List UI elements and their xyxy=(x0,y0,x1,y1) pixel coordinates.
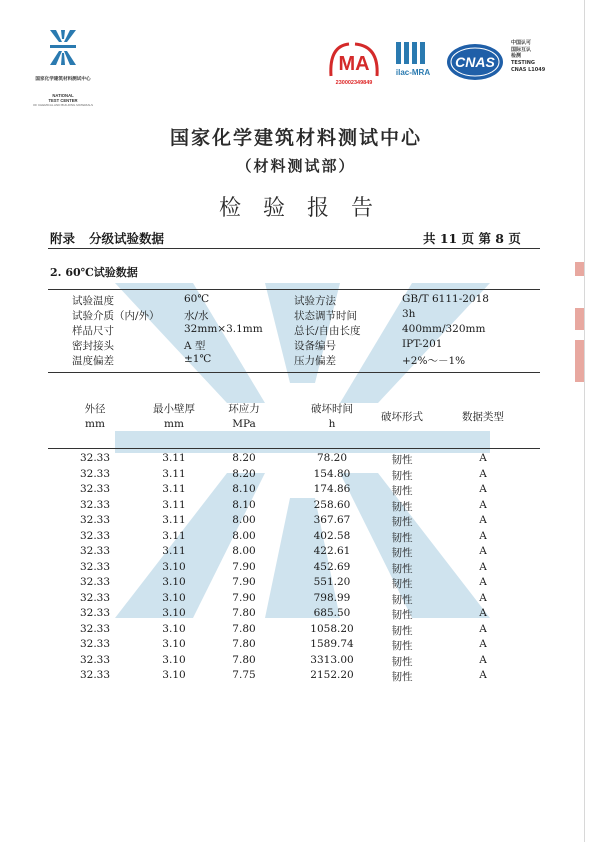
table-cell: 1589.74 xyxy=(310,638,354,650)
ntc-logo xyxy=(18,28,108,107)
header-divider xyxy=(48,248,540,249)
edge-stamp-mark xyxy=(575,340,584,382)
table-cell: 32.33 xyxy=(79,576,111,588)
table-cell: 3.11 xyxy=(162,498,186,511)
table-cell: 32.33 xyxy=(79,669,111,681)
table-cell: 韧性 xyxy=(391,624,413,637)
condition-value: 400mm/320mm xyxy=(402,323,486,335)
table-cell: 3.11 xyxy=(162,452,186,464)
table-cell: 韧性 xyxy=(391,671,413,683)
column-header-time xyxy=(297,402,367,432)
cnas-text-line: 国际互认 xyxy=(511,46,532,53)
table-cell: 32.33 xyxy=(79,545,111,557)
condition-value: +2%～－1% xyxy=(402,355,466,367)
cnas-label: CNAS xyxy=(455,54,495,70)
table-cell: 3.11 xyxy=(162,545,186,557)
table-row xyxy=(48,669,540,685)
column-header-stress xyxy=(214,402,274,432)
condition-row xyxy=(72,338,552,353)
institution-title: 国家化学建筑材料测试中心 xyxy=(169,127,422,149)
table-cell: A xyxy=(479,576,487,588)
condition-key: 压力偏差 xyxy=(294,355,336,367)
table-cell: A xyxy=(479,483,487,495)
cnas-accreditation-text xyxy=(511,40,545,74)
cnas-logo xyxy=(445,42,505,82)
conditions-bottom-rule xyxy=(48,372,540,373)
table-cell: 452.69 xyxy=(313,560,351,573)
table-row xyxy=(48,452,540,468)
table-cell: A xyxy=(479,452,487,464)
table-cell: 154.80 xyxy=(313,467,351,480)
table-row xyxy=(48,545,540,561)
table-cell: 32.33 xyxy=(79,653,111,666)
table-row xyxy=(48,623,540,639)
condition-value: GB/T 6111-2018 xyxy=(402,293,489,305)
table-cell: 3.10 xyxy=(162,622,186,635)
table-cell: 7.75 xyxy=(232,669,256,681)
column-header-label: 破坏时间 xyxy=(311,403,353,415)
ntc-logo-cn-text: 国家化学建筑材料测试中心 xyxy=(35,77,91,82)
column-header-label: 破坏形式 xyxy=(381,411,423,423)
table-cell: 韧性 xyxy=(391,640,413,652)
table-cell: A xyxy=(479,467,487,480)
table-cell: 8.20 xyxy=(232,452,256,464)
table-cell: 32.33 xyxy=(79,591,111,604)
column-header-od xyxy=(65,402,125,432)
condition-row xyxy=(72,323,552,338)
condition-key: 样品尺寸 xyxy=(72,325,114,337)
table-row xyxy=(48,530,540,546)
condition-value: ±1℃ xyxy=(184,353,212,365)
table-cell: 3.10 xyxy=(162,669,186,681)
table-header xyxy=(48,402,540,440)
table-cell: A xyxy=(479,607,487,619)
table-cell: 7.80 xyxy=(232,653,256,666)
table-row xyxy=(48,607,540,623)
section-title: 2. 60℃试验数据 xyxy=(50,266,138,279)
condition-value: IPT-201 xyxy=(402,338,443,350)
condition-value: 3h xyxy=(402,308,416,320)
table-cell: 174.86 xyxy=(313,483,351,495)
table-cell: 32.33 xyxy=(79,560,111,573)
table-cell: 3.10 xyxy=(162,576,186,588)
report-title: 检验报告 xyxy=(218,196,395,221)
cma-label: MA xyxy=(338,53,370,75)
table-cell: 3313.00 xyxy=(310,653,354,666)
table-cell: 韧性 xyxy=(391,500,413,513)
table-cell: 3.10 xyxy=(162,591,186,604)
condition-key: 状态调节时间 xyxy=(294,310,357,322)
table-cell: 32.33 xyxy=(79,622,111,635)
table-cell: 1058.20 xyxy=(310,622,354,635)
cma-number: 230002349849 xyxy=(335,80,373,86)
table-cell: 3.10 xyxy=(162,560,186,573)
table-cell: 韧性 xyxy=(391,562,413,575)
column-header-failure-mode xyxy=(374,410,430,425)
table-cell: 3.11 xyxy=(162,483,186,495)
table-row xyxy=(48,483,540,499)
table-cell: A xyxy=(479,591,487,604)
table-cell: 32.33 xyxy=(79,483,111,495)
table-cell: 韧性 xyxy=(391,578,413,590)
table-cell: 8.20 xyxy=(232,467,256,480)
column-header-label: 外径 xyxy=(84,403,106,415)
ntc-logo-en-line2: TEST CENTER xyxy=(48,98,78,103)
table-cell: 韧性 xyxy=(391,454,413,466)
table-cell: 韧性 xyxy=(391,609,413,621)
appendix-name: 分级试验数据 xyxy=(89,231,165,246)
condition-key: 试验介质（内/外） xyxy=(72,310,160,322)
table-cell: 422.61 xyxy=(313,545,351,557)
data-table-body xyxy=(48,452,540,685)
table-cell: 韧性 xyxy=(391,531,413,544)
table-cell: 韧性 xyxy=(391,516,413,528)
table-cell: A xyxy=(479,638,487,650)
table-cell: A xyxy=(479,669,487,681)
table-row xyxy=(48,592,540,608)
table-cell: 798.99 xyxy=(313,591,351,604)
table-cell: 3.10 xyxy=(162,638,186,650)
table-cell: 韧性 xyxy=(391,485,413,497)
table-cell: 7.80 xyxy=(232,622,256,635)
table-cell: 7.90 xyxy=(232,576,256,588)
ntc-logo-en-small: OF CHEMICAL AND BUILDING MATERIALS xyxy=(32,103,93,107)
condition-key: 设备编号 xyxy=(294,340,336,352)
table-cell: 685.50 xyxy=(313,607,351,619)
table-cell: A xyxy=(479,498,487,511)
table-row xyxy=(48,561,540,577)
table-cell: 551.20 xyxy=(313,576,351,588)
table-row xyxy=(48,638,540,654)
conditions-top-rule xyxy=(48,289,540,290)
table-cell: 32.33 xyxy=(79,514,111,526)
condition-row xyxy=(72,293,552,308)
table-row xyxy=(48,468,540,484)
condition-value: 32mm×3.1mm xyxy=(184,323,263,335)
table-cell: 7.90 xyxy=(232,560,256,573)
table-cell: 8.00 xyxy=(232,514,256,526)
condition-value: 60℃ xyxy=(184,293,210,305)
column-header-unit: mm xyxy=(85,418,105,430)
table-cell: 402.58 xyxy=(313,529,351,542)
column-header-unit: mm xyxy=(164,418,184,430)
table-cell: 8.00 xyxy=(232,545,256,557)
column-header-label: 数据类型 xyxy=(462,411,504,423)
table-cell: 32.33 xyxy=(79,638,111,650)
column-header-unit: h xyxy=(328,418,336,430)
table-cell: 7.80 xyxy=(232,638,256,650)
ntc-logo-en-line1: NATIONAL xyxy=(52,93,74,98)
condition-key: 试验方法 xyxy=(294,295,336,307)
table-cell: 32.33 xyxy=(79,452,111,464)
table-row xyxy=(48,499,540,515)
condition-key: 温度偏差 xyxy=(72,355,114,367)
condition-key: 试验温度 xyxy=(72,295,114,307)
table-cell: A xyxy=(479,560,487,573)
table-cell: 3.10 xyxy=(162,607,186,619)
column-header-wall xyxy=(144,402,204,432)
condition-row xyxy=(72,308,552,323)
table-cell: 8.10 xyxy=(232,483,256,495)
table-cell: 7.90 xyxy=(232,591,256,604)
table-cell: A xyxy=(479,622,487,635)
table-cell: 2152.20 xyxy=(310,669,354,681)
table-cell: 258.60 xyxy=(313,498,351,511)
cnas-text-line: CNAS L1049 xyxy=(511,66,546,73)
table-cell: 32.33 xyxy=(79,467,111,480)
table-cell: 韧性 xyxy=(391,655,413,668)
column-header-unit: MPa xyxy=(232,418,256,430)
table-cell: 8.10 xyxy=(232,498,256,511)
department-subtitle: （材料测试部） xyxy=(236,157,356,175)
page-info: 共 11 页 第 8 页 xyxy=(423,231,521,246)
column-header-label: 环应力 xyxy=(228,403,260,415)
table-cell: 韧性 xyxy=(391,547,413,559)
table-cell: A xyxy=(479,514,487,526)
table-cell: 32.33 xyxy=(79,607,111,619)
table-cell: 8.00 xyxy=(232,529,256,542)
edge-stamp-mark xyxy=(575,262,584,276)
condition-value: A 型 xyxy=(184,340,206,352)
condition-value: 水/水 xyxy=(184,310,209,322)
table-cell: 367.67 xyxy=(313,514,351,526)
cnas-text-line: 中国认可 xyxy=(511,40,532,46)
appendix-heading xyxy=(50,229,178,247)
table-row xyxy=(48,514,540,530)
table-row xyxy=(48,576,540,592)
table-cell: 韧性 xyxy=(391,593,413,606)
table-cell: 78.20 xyxy=(316,452,348,464)
cnas-text-line: 检测 xyxy=(511,53,522,60)
condition-key: 总长/自由长度 xyxy=(294,325,361,337)
condition-key: 密封接头 xyxy=(72,340,114,352)
table-cell: A xyxy=(479,529,487,542)
column-header-data-type xyxy=(453,410,513,425)
condition-row xyxy=(72,353,552,368)
table-cell: 3.11 xyxy=(162,514,186,526)
table-cell: A xyxy=(479,653,487,666)
cnas-text-line: TESTING xyxy=(511,60,535,67)
ntc-symbol-icon xyxy=(49,28,77,68)
ilac-label: ilac-MRA xyxy=(395,68,431,77)
table-cell: 3.11 xyxy=(162,529,186,542)
table-cell: 32.33 xyxy=(79,498,111,511)
table-cell: 32.33 xyxy=(79,529,111,542)
table-cell: 3.11 xyxy=(162,467,186,480)
table-cell: 3.10 xyxy=(162,653,186,666)
ilac-mra-logo xyxy=(387,38,439,82)
table-cell: 7.80 xyxy=(232,607,256,619)
test-conditions xyxy=(72,293,552,368)
table-row xyxy=(48,654,540,670)
edge-stamp-mark xyxy=(575,308,584,330)
column-header-label: 最小壁厚 xyxy=(153,403,195,415)
table-cell: 韧性 xyxy=(391,469,413,482)
table-header-rule xyxy=(48,448,540,449)
appendix-label: 附录 xyxy=(50,231,76,246)
table-cell: A xyxy=(479,545,487,557)
